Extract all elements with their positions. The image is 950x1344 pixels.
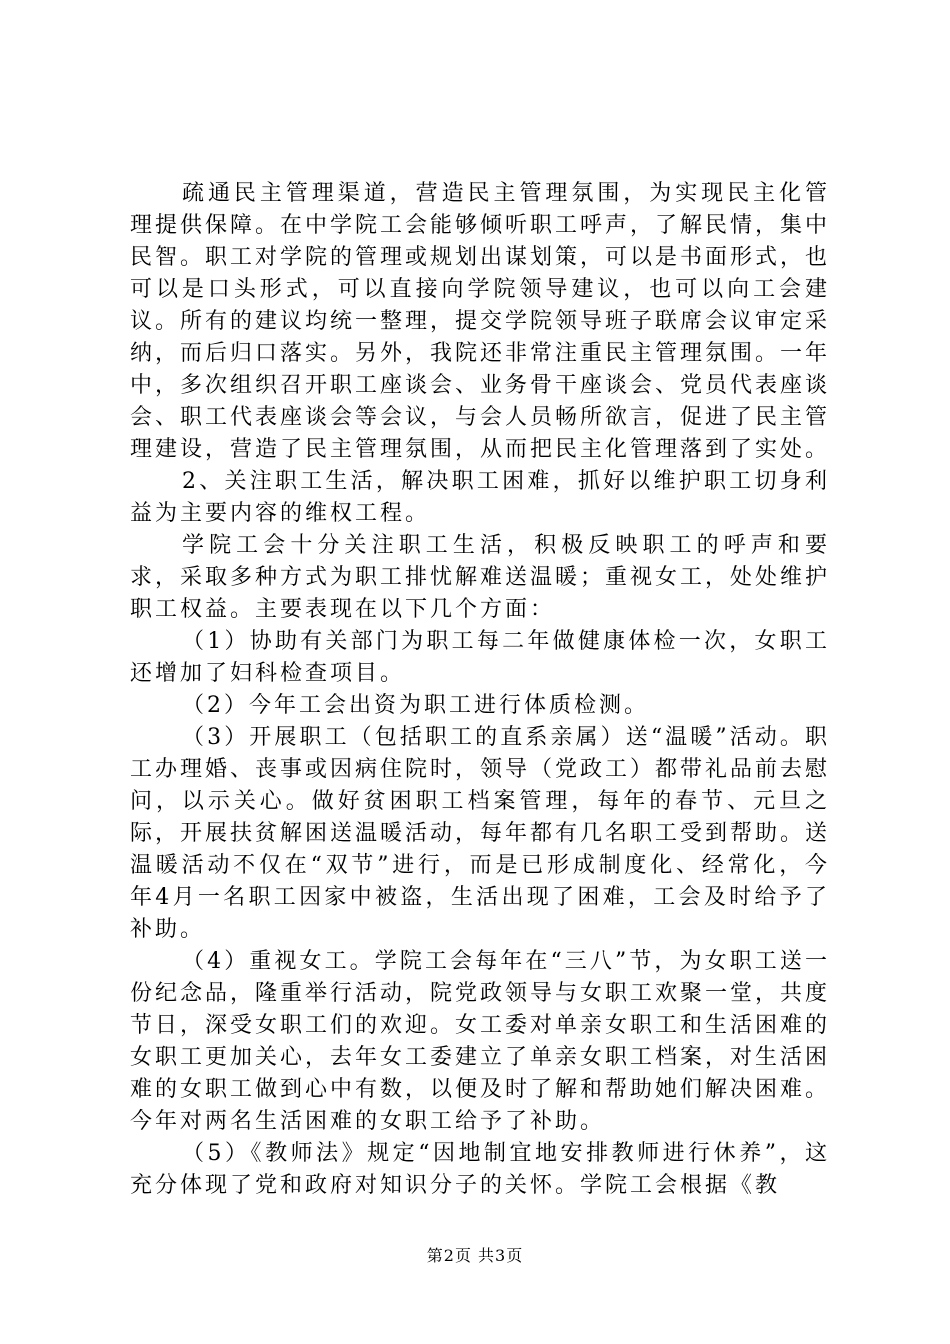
paragraph-item-4: （4）重视女工。学院工会每年在“三八”节，为女职工送一份纪念品，隆重举行活动，院党政领导与女职工欢聚一堂，共度节日，深受女职工们的欢迎。女工委对单亲女职工和生活困难的女职工更加关心，去年女工委建立了单亲女职工档案，对生活困难的女职工做到心中有数，以便及时了解和帮助她们解决困难。今年对两名生活困难的女职工给予了补助。 [130,949,831,1134]
page-number-footer: 第2页 共3页 [426,1246,524,1265]
paragraph-item-1: （1）协助有关部门为职工每二年做健康体检一次，女职工还增加了妇科检查项目。 [130,629,830,686]
paragraph-item-2: （2）今年工会出资为职工进行体质检测。 [182,693,649,718]
paragraph-democratic-management: 疏通民主管理渠道，营造民主管理氛围，为实现民主化管理提供保障。在中学院工会能够倾听职工呼声，了解民情，集中民智。职工对学院的管理或规划出谋划策，可以是书面形式，也可以是口头形式，可以直接向学院领导建议，也可以向工会建议。所有的建议均统一整理，提交学院领导班子联席会议审定采纳，而后归口落实。另外，我院还非常注重民主管理氛围。一年中，多次组织召开职工座谈会、业务骨干座谈会、党员代表座谈会、职工代表座谈会等会议，与会人员畅所欲言，促进了民主管理建设，营造了民主管理氛围，从而把民主化管理落到了实处。 [130,181,831,462]
paragraph-heading-2: 2、关注职工生活，解决职工困难，抓好以维护职工切身利益为主要内容的维权工程。 [130,469,830,526]
paragraph-item-3: （3）开展职工（包括职工的直系亲属）送“温暖”活动。职工办理婚、丧事或因病住院时，领导（党政工）都带礼品前去慰问，以示关心。做好贫困职工档案管理，每年的春节、元旦之际，开展扶贫解困送温暖活动，每年都有几名职工受到帮助。送温暖活动不仅在“双节”进行，而是已形成制度化、经常化，今年4月一名职工因家中被盗，生活出现了困难，工会及时给予了补助。 [130,725,831,942]
document-body [130,178,830,1202]
paragraph-union-care: 学院工会十分关注职工生活，积极反映职工的呼声和要求，采取多种方式为职工排忧解难送温暖；重视女工，处处维护职工权益。主要表现在以下几个方面： [130,533,831,622]
paragraph-item-5: （5）《教师法》规定“因地制宜地安排教师进行休养”，这充分体现了党和政府对知识分子的关怀。学院工会根据《教 [130,1141,830,1198]
